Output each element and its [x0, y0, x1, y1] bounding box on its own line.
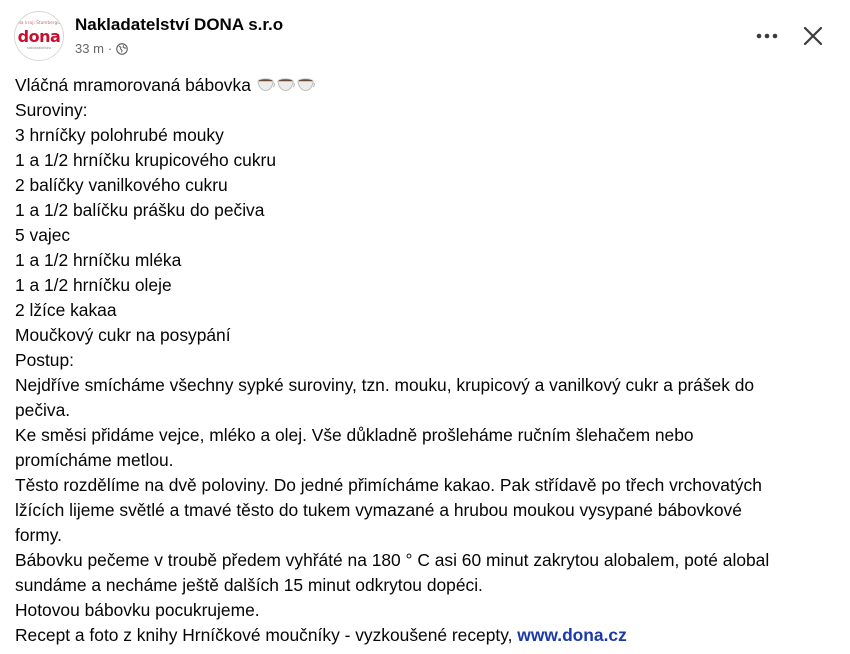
credit-line — [15, 623, 840, 648]
method-step-line: promícháme metlou. — [15, 450, 174, 470]
close-icon — [803, 26, 823, 46]
avatar-top-text: Na kraji Štambergu — [17, 20, 61, 25]
post-timestamp[interactable]: 33 m — [75, 41, 104, 56]
recipe-title-line — [15, 73, 840, 98]
method-step-line: Ke směsi přidáme vejce, mléko a olej. Vše důkladně prošleháme ručním šlehačem nebo — [15, 425, 694, 445]
post-header — [14, 11, 836, 61]
coffee-cup-icon — [297, 77, 316, 93]
ingredient-item: 1 a 1/2 hrníčku oleje — [15, 275, 172, 295]
ingredient-item: 1 a 1/2 hrníčku krupicového cukru — [15, 150, 277, 170]
ingredient-item: 2 balíčky vanilkového cukru — [15, 175, 228, 195]
more-options-button[interactable] — [751, 20, 783, 52]
ingredient-item: 1 a 1/2 balíčku prášku do pečiva — [15, 200, 265, 220]
publisher-website-link[interactable]: www.dona.cz — [517, 625, 627, 645]
dona-logo: dona — [17, 27, 61, 46]
ingredient-item: 2 lžíce kakaa — [15, 300, 117, 320]
method-step-line: Nejdříve smícháme všechny sypké suroviny, tzn. mouku, krupicový a vanilkový cukr a prášek do — [15, 375, 755, 395]
recipe-title: Vláčná mramorovaná bábovka — [15, 75, 251, 95]
page-avatar[interactable] — [14, 11, 64, 61]
avatar-sub-text: nakladatelství — [26, 46, 52, 50]
method-heading: Postup: — [15, 350, 74, 370]
method-step-line: sundáme a necháme ještě dalších 15 minut odkrytou dopéci. — [15, 575, 483, 595]
method-step-line: lžících lijeme světlé a tmavé těsto do tukem vymazané a hrubou moukou vysypané bábovkové — [15, 500, 742, 520]
coffee-cup-icon — [257, 77, 276, 93]
page-name-link[interactable]: Nakladatelství DONA s.r.o — [75, 15, 284, 34]
meta-separator: · — [107, 41, 113, 56]
method-step-line: formy. — [15, 525, 63, 545]
coffee-cup-icon — [277, 77, 296, 93]
globe-icon[interactable] — [116, 43, 128, 55]
post-meta — [75, 41, 128, 56]
ingredient-item: 5 vajec — [15, 225, 71, 245]
method-step-line: Bábovku pečeme v troubě předem vyhřáté na 180 ° C asi 60 minut zakrytou alobalem, poté alobal — [15, 550, 770, 570]
close-button[interactable] — [795, 18, 831, 54]
more-horizontal-icon — [756, 33, 778, 39]
post-body — [15, 73, 840, 648]
method-step-line: Těsto rozdělíme na dvě poloviny. Do jedné přimícháme kakao. Pak střídavě po třech vrchovatých — [15, 475, 762, 495]
ingredients-heading: Suroviny: — [15, 100, 88, 120]
ingredient-item: 1 a 1/2 hrníčku mléka — [15, 250, 182, 270]
ingredient-item: 3 hrníčky polohrubé mouky — [15, 125, 224, 145]
method-step-line: pečiva. — [15, 400, 71, 420]
method-step-line: Hotovou bábovku pocukrujeme. — [15, 600, 260, 620]
credit-text: Recept a foto z knihy Hrníčkové moučníky - vyzkoušené recepty, — [15, 625, 518, 645]
ingredient-item: Moučkový cukr na posypání — [15, 325, 231, 345]
